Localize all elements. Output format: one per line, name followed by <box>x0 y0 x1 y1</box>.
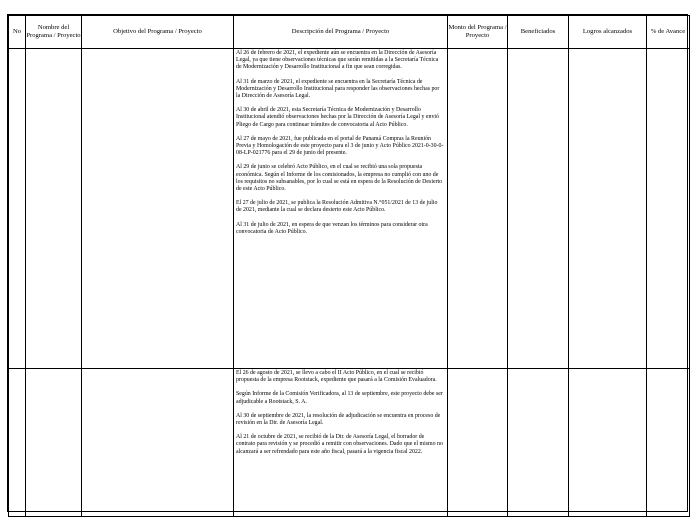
description-paragraph: Según Informe de la Comisión Verificadora, al 13 de septiembre, este proyecto debe ser adjudicable a Rootstack, S. A. <box>236 391 443 405</box>
header-progress-percent: % de Avance <box>647 16 690 49</box>
cell-program-name <box>26 369 82 517</box>
cell-progress <box>647 49 690 369</box>
table-row <box>9 49 690 369</box>
description-paragraph: Al 21 de octubre de 2021, se recibió de la Dir. de Asesoría Legal, el borrador de contrato para revisión y se procedió a remitir con observaciones. Dado que el mismo no alcanzará a ser refrendado para este año fiscal, pasará a la vigencia fiscal 2022. <box>236 434 443 455</box>
header-program-description: Descripción del Programa / Proyecto <box>234 16 448 49</box>
description-paragraph: Al 27 de mayo de 2021, fue publicada en el portal de Panamá Compras la Reunión Previa y Homologación de este proyecto para el 3 de junio y Acto Público 2021-0-30-0-08-LP-021776 para el 29 de junio del presente. <box>236 135 444 157</box>
description-paragraph: Al 30 de septiembre de 2021, la resolución de adjudicación se encuentra en proceso de revisión en la Dir. de Asesoría Legal. <box>236 412 441 427</box>
cell-objective <box>82 369 234 517</box>
header-program-amount: Monto del Programa / Proyecto <box>448 16 508 49</box>
cell-no <box>9 49 26 369</box>
cell-description <box>234 369 448 517</box>
cell-amount <box>448 49 508 369</box>
header-no: No <box>9 16 26 49</box>
cell-achievements <box>569 49 647 369</box>
program-table <box>8 15 690 517</box>
description-paragraph: Al 31 de marzo de 2021, el expediente se encuentra en la Secretaría Técnica de Modernización y Desarrollo Institucional para responder las observaciones hechas por la Dirección de Asesoría Legal. <box>236 78 440 100</box>
cell-beneficiaries <box>508 369 569 517</box>
cell-beneficiaries <box>508 49 569 369</box>
header-achievements: Logros alcanzados <box>569 16 647 49</box>
cell-description <box>234 49 448 369</box>
description-paragraph: El 26 de agosto de 2021, se llevo a cabo el II Acto Público, en el cual se recibió propuesta de la empresa Rootstack, expediente que pasará a la Comisión Evaluadora. <box>236 370 437 384</box>
header-program-name: Nombre del Programa / Proyecto <box>26 16 82 49</box>
cell-objective <box>82 49 234 369</box>
cell-achievements <box>569 369 647 517</box>
description-paragraph: Al 31 de julio de 2021, en espera de que venzan los términos para considerar otra convocatoria de Acto Público. <box>236 221 428 235</box>
cell-progress <box>647 369 690 517</box>
header-program-objective: Objetivo del Programa / Proyecto <box>82 16 234 49</box>
description-paragraph: Al 26 de febrero de 2021, el expediente aún se encuentra en la Dirección de Asesoría Legal, ya que tiene observaciones técnicas que serán remitidas a la Secretaría Técnica de Modernización y Desarrollo Institucional a fin que sean corregidas. <box>236 50 439 71</box>
description-paragraph: Al 30 de abril de 2021, esta Secretaría Técnica de Modernización y Desarrollo Institucional atendió observaciones hechas por la Dirección de Asesoría Legal y envió Pliego de Cargo para continuar trámites de convocatoria al Acto Público. <box>236 107 439 128</box>
cell-amount <box>448 369 508 517</box>
header-row <box>9 16 690 49</box>
cell-program-name <box>26 49 82 369</box>
header-beneficiaries: Beneficiados <box>508 16 569 49</box>
cell-no <box>9 369 26 517</box>
table-row <box>9 369 690 517</box>
description-paragraph: El 27 de julio de 2021, se publica la Resolución Admitiva N.°051/2021 de 13 de julio de 2021, mediante la cual se declara desierto este Acto Público. <box>236 200 438 214</box>
program-table-sheet <box>7 14 688 512</box>
description-paragraph: Al 29 de junio se celebró Acto Público, en el cual se recibió una sola propuesta económica. Según el Informe de los comisionados, la empresa no cumplió con uno de los requisitos no subsanables, por lo cual se está en espera de la Resolución de Desierto de este Acto Público. <box>236 164 443 193</box>
